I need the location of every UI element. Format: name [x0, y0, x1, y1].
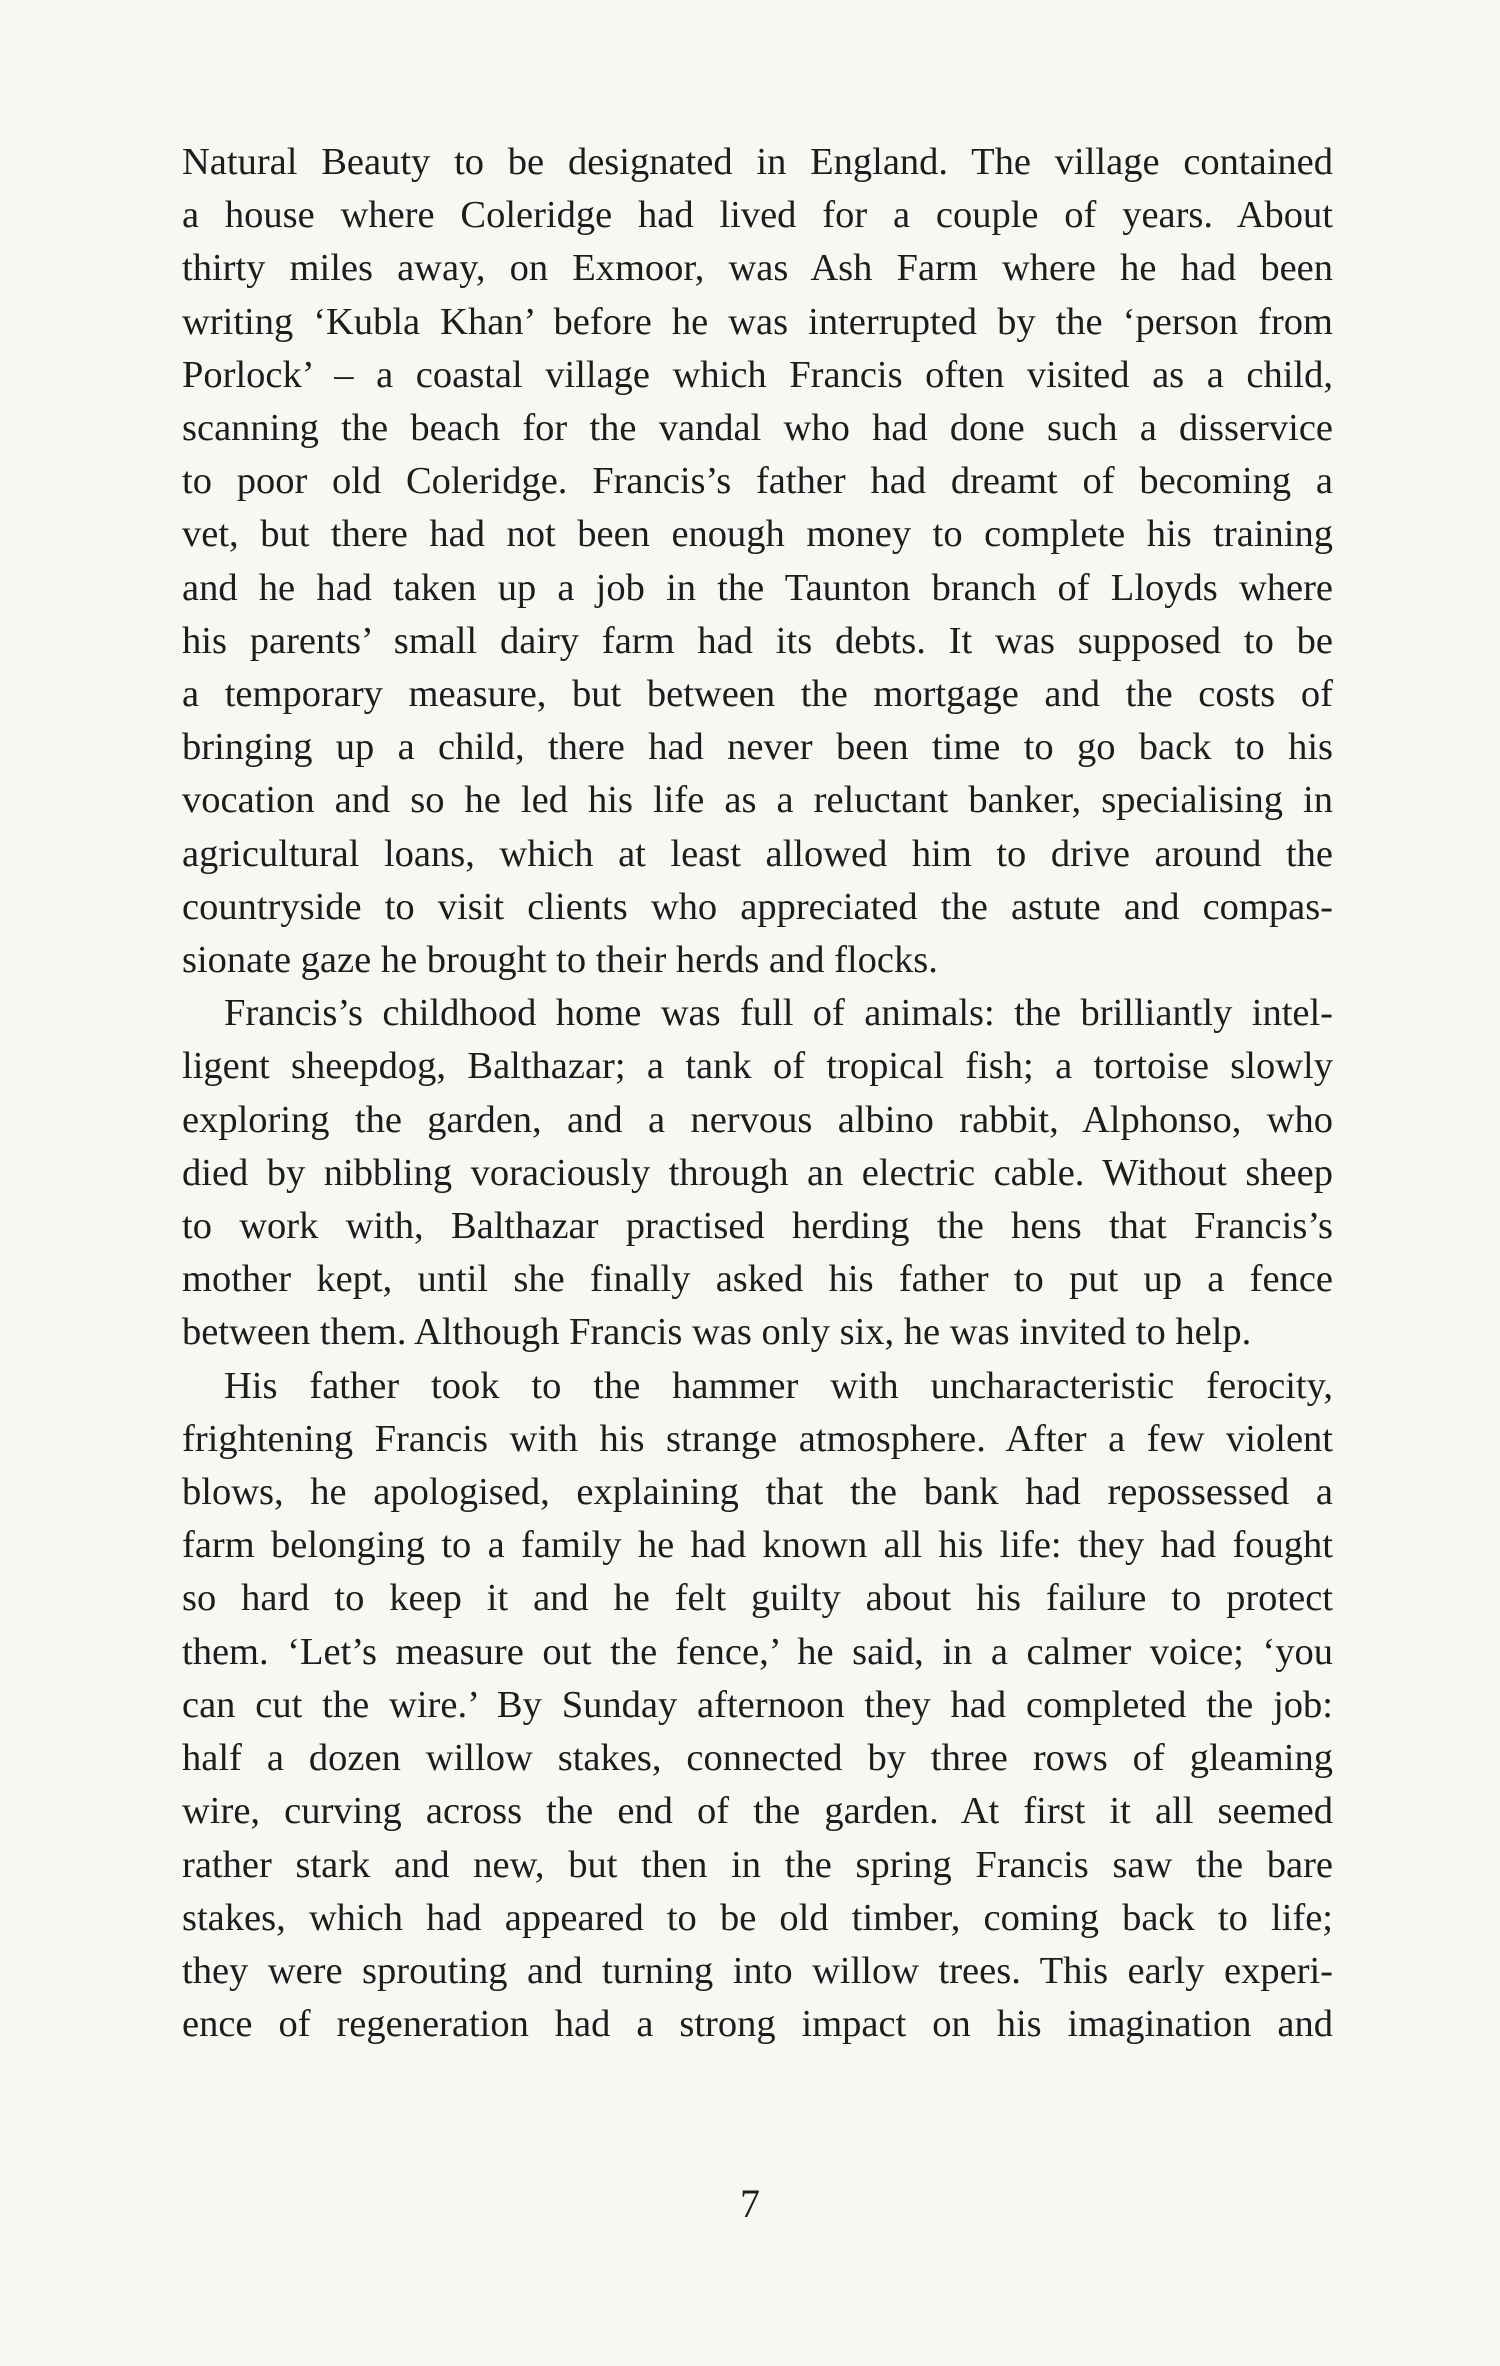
- text-line: to poor old Coleridge. Francis’s father had dreamt of becoming a: [182, 460, 1333, 503]
- text-line: a temporary measure, but between the mortgage and the costs of: [182, 673, 1333, 716]
- text-line: wire, curving across the end of the garden. At first it all seemed: [182, 1790, 1333, 1833]
- text-line: His father took to the hammer with uncharacteristic ferocity,: [224, 1364, 1333, 1407]
- text-line: so hard to keep it and he felt guilty about his failure to protect: [182, 1577, 1333, 1620]
- text-line: vet, but there had not been enough money to complete his training: [182, 513, 1333, 556]
- text-line: them. ‘Let’s measure out the fence,’ he said, in a calmer voice; ‘you: [182, 1630, 1333, 1673]
- text-line: Natural Beauty to be designated in England. The village contained: [182, 141, 1333, 183]
- paragraph-3: [182, 1360, 1333, 2052]
- text-line: rather stark and new, but then in the spring Francis saw the bare: [182, 1843, 1333, 1886]
- text-line: Francis’s childhood home was full of animals: the brilliantly intel-: [224, 992, 1333, 1035]
- text-line: Porlock’ – a coastal village which Francis often visited as a child,: [182, 353, 1333, 396]
- text-line: they were sprouting and turning into willow trees. This early experi-: [182, 1949, 1333, 1992]
- text-line: sionate gaze he brought to their herds and flocks.: [182, 939, 938, 982]
- text-line: frightening Francis with his strange atmosphere. After a few violent: [182, 1417, 1333, 1460]
- text-line: between them. Although Francis was only six, he was invited to help.: [182, 1311, 1252, 1354]
- paragraph-1: [182, 136, 1333, 987]
- text-line: ligent sheepdog, Balthazar; a tank of tropical fish; a tortoise slowly: [182, 1045, 1333, 1088]
- text-line: farm belonging to a family he had known all his life: they had fought: [182, 1524, 1333, 1567]
- text-line: vocation and so he led his life as a reluctant banker, specialising in: [182, 779, 1333, 822]
- page-number: 7: [740, 2181, 760, 2226]
- text-line: died by nibbling voraciously through an electric cable. Without sheep: [182, 1151, 1333, 1194]
- text-line: mother kept, until she finally asked his father to put up a fence: [182, 1258, 1333, 1301]
- text-line: exploring the garden, and a nervous albino rabbit, Alphonso, who: [182, 1098, 1333, 1141]
- text-line: a house where Coleridge had lived for a couple of years. About: [182, 194, 1333, 237]
- text-line: to work with, Balthazar practised herding the hens that Francis’s: [182, 1205, 1333, 1248]
- text-line: blows, he apologised, explaining that the bank had repossessed a: [182, 1471, 1333, 1514]
- text-line: his parents’ small dairy farm had its debts. It was supposed to be: [182, 619, 1333, 662]
- text-line: writing ‘Kubla Khan’ before he was interrupted by the ‘person from: [182, 300, 1333, 343]
- text-line: bringing up a child, there had never been time to go back to his: [182, 726, 1333, 769]
- text-line: ence of regeneration had a strong impact on his imagination and: [182, 2003, 1333, 2046]
- text-line: agricultural loans, which at least allowed him to drive around the: [182, 832, 1333, 875]
- text-line: and he had taken up a job in the Taunton branch of Lloyds where: [182, 566, 1333, 609]
- body-text: [182, 136, 1333, 2051]
- text-line: thirty miles away, on Exmoor, was Ash Farm where he had been: [182, 247, 1333, 290]
- paragraph-2: [182, 987, 1333, 1359]
- text-line: half a dozen willow stakes, connected by three rows of gleaming: [182, 1737, 1333, 1780]
- text-line: countryside to visit clients who appreciated the astute and compas-: [182, 885, 1333, 928]
- text-line: scanning the beach for the vandal who had done such a disservice: [182, 407, 1333, 450]
- text-line: stakes, which had appeared to be old timber, coming back to life;: [182, 1896, 1333, 1939]
- text-line: can cut the wire.’ By Sunday afternoon they had completed the job:: [182, 1683, 1333, 1726]
